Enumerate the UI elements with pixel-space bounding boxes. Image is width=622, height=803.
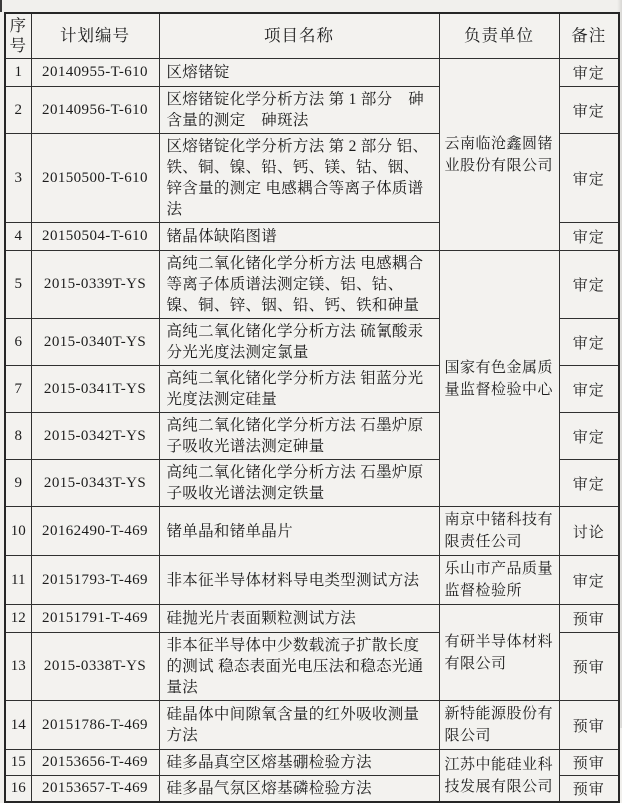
table-row <box>5 605 619 633</box>
cell-project-name: 硅多晶气氛区熔基磷检验方法 <box>159 776 439 803</box>
cell-project-name: 锗单晶和锗单晶片 <box>159 507 439 556</box>
table-row <box>5 507 619 556</box>
cell-unit: 国家有色金属质量监督检验中心 <box>439 251 559 507</box>
cell-project-name: 高纯二氧化锗化学分析方法 石墨炉原子吸收光谱法测定铁量 <box>159 460 439 507</box>
cell-plan-code: 2015-0339T-YS <box>31 251 159 319</box>
cell-remark: 预审 <box>559 701 619 750</box>
cell-remark: 讨论 <box>559 507 619 556</box>
header-project-name: 项目名称 <box>159 13 439 59</box>
cell-remark: 审定 <box>559 460 619 507</box>
cell-serial: 9 <box>5 460 31 507</box>
header-serial: 序号 <box>5 13 31 59</box>
cell-project-name: 高纯二氧化锗化学分析方法 钼蓝分光光度法测定硅量 <box>159 366 439 413</box>
cell-remark: 预审 <box>559 776 619 803</box>
table-row <box>5 59 619 87</box>
scan-artifact <box>0 0 2 12</box>
cell-plan-code: 20140955-T-610 <box>31 59 159 87</box>
cell-plan-code: 2015-0343T-YS <box>31 460 159 507</box>
cell-serial: 11 <box>5 556 31 605</box>
cell-remark: 审定 <box>559 223 619 251</box>
header-plan-code: 计划编号 <box>31 13 159 59</box>
cell-plan-code: 20151793-T-469 <box>31 556 159 605</box>
cell-project-name: 锗晶体缺陷图谱 <box>159 223 439 251</box>
cell-serial: 1 <box>5 59 31 87</box>
cell-serial: 2 <box>5 87 31 134</box>
cell-serial: 10 <box>5 507 31 556</box>
cell-project-name: 非本征半导体材料导电类型测试方法 <box>159 556 439 605</box>
cell-remark: 审定 <box>559 59 619 87</box>
cell-project-name: 硅多晶真空区熔基硼检验方法 <box>159 750 439 776</box>
cell-serial: 3 <box>5 134 31 223</box>
cell-serial: 8 <box>5 413 31 460</box>
cell-serial: 15 <box>5 750 31 776</box>
cell-unit: 云南临沧鑫圆锗业股份有限公司 <box>439 59 559 251</box>
cell-plan-code: 20162490-T-469 <box>31 507 159 556</box>
cell-project-name: 区熔锗锭化学分析方法 第 2 部分 铝、铁、铜、镍、铅、钙、镁、钴、铟、锌含量的测定 电感耦合等离子体质谱法 <box>159 134 439 223</box>
cell-plan-code: 20150504-T-610 <box>31 223 159 251</box>
cell-unit: 新特能源股份有限公司 <box>439 701 559 750</box>
cell-remark: 审定 <box>559 134 619 223</box>
cell-remark: 审定 <box>559 413 619 460</box>
cell-serial: 4 <box>5 223 31 251</box>
table-row <box>5 701 619 750</box>
cell-unit: 江苏中能硅业科技发展有限公司 <box>439 750 559 803</box>
cell-project-name: 高纯二氧化锗化学分析方法 电感耦合等离子体质谱法测定镁、铝、钴、镍、铜、锌、铟、铅、钙、铁和砷量 <box>159 251 439 319</box>
cell-plan-code: 20150500-T-610 <box>31 134 159 223</box>
cell-serial: 5 <box>5 251 31 319</box>
cell-plan-code: 2015-0340T-YS <box>31 319 159 366</box>
cell-remark: 预审 <box>559 605 619 633</box>
cell-plan-code: 20140956-T-610 <box>31 87 159 134</box>
table-row <box>5 750 619 776</box>
header-unit: 负责单位 <box>439 13 559 59</box>
cell-project-name: 硅抛光片表面颗粒测试方法 <box>159 605 439 633</box>
cell-remark: 审定 <box>559 319 619 366</box>
cell-remark: 预审 <box>559 633 619 701</box>
standards-plan-table <box>4 12 620 803</box>
cell-serial: 13 <box>5 633 31 701</box>
cell-remark: 审定 <box>559 251 619 319</box>
cell-project-name: 区熔锗锭化学分析方法 第 1 部分 砷含量的测定 砷斑法 <box>159 87 439 134</box>
cell-project-name: 硅晶体中间隙氧含量的红外吸收测量方法 <box>159 701 439 750</box>
cell-project-name: 区熔锗锭 <box>159 59 439 87</box>
cell-remark: 预审 <box>559 750 619 776</box>
cell-plan-code: 20153656-T-469 <box>31 750 159 776</box>
cell-plan-code: 20153657-T-469 <box>31 776 159 803</box>
cell-unit: 有研半导体材料有限公司 <box>439 605 559 701</box>
cell-remark: 审定 <box>559 556 619 605</box>
cell-serial: 12 <box>5 605 31 633</box>
cell-plan-code: 20151786-T-469 <box>31 701 159 750</box>
cell-plan-code: 20151791-T-469 <box>31 605 159 633</box>
table-header-row <box>5 13 619 59</box>
table-row <box>5 556 619 605</box>
cell-remark: 审定 <box>559 366 619 413</box>
cell-serial: 16 <box>5 776 31 803</box>
cell-serial: 7 <box>5 366 31 413</box>
cell-plan-code: 2015-0341T-YS <box>31 366 159 413</box>
cell-serial: 14 <box>5 701 31 750</box>
cell-remark: 审定 <box>559 87 619 134</box>
cell-project-name: 高纯二氧化锗化学分析方法 石墨炉原子吸收光谱法测定砷量 <box>159 413 439 460</box>
cell-plan-code: 2015-0342T-YS <box>31 413 159 460</box>
cell-unit: 南京中锗科技有限责任公司 <box>439 507 559 556</box>
cell-unit: 乐山市产品质量监督检验所 <box>439 556 559 605</box>
cell-plan-code: 2015-0338T-YS <box>31 633 159 701</box>
cell-serial: 6 <box>5 319 31 366</box>
table-row <box>5 251 619 319</box>
cell-project-name: 非本征半导体中少数载流子扩散长度的测试 稳态表面光电压法和稳态光通量法 <box>159 633 439 701</box>
cell-project-name: 高纯二氧化锗化学分析方法 硫氰酸汞分光光度法测定氯量 <box>159 319 439 366</box>
header-remark: 备注 <box>559 13 619 59</box>
